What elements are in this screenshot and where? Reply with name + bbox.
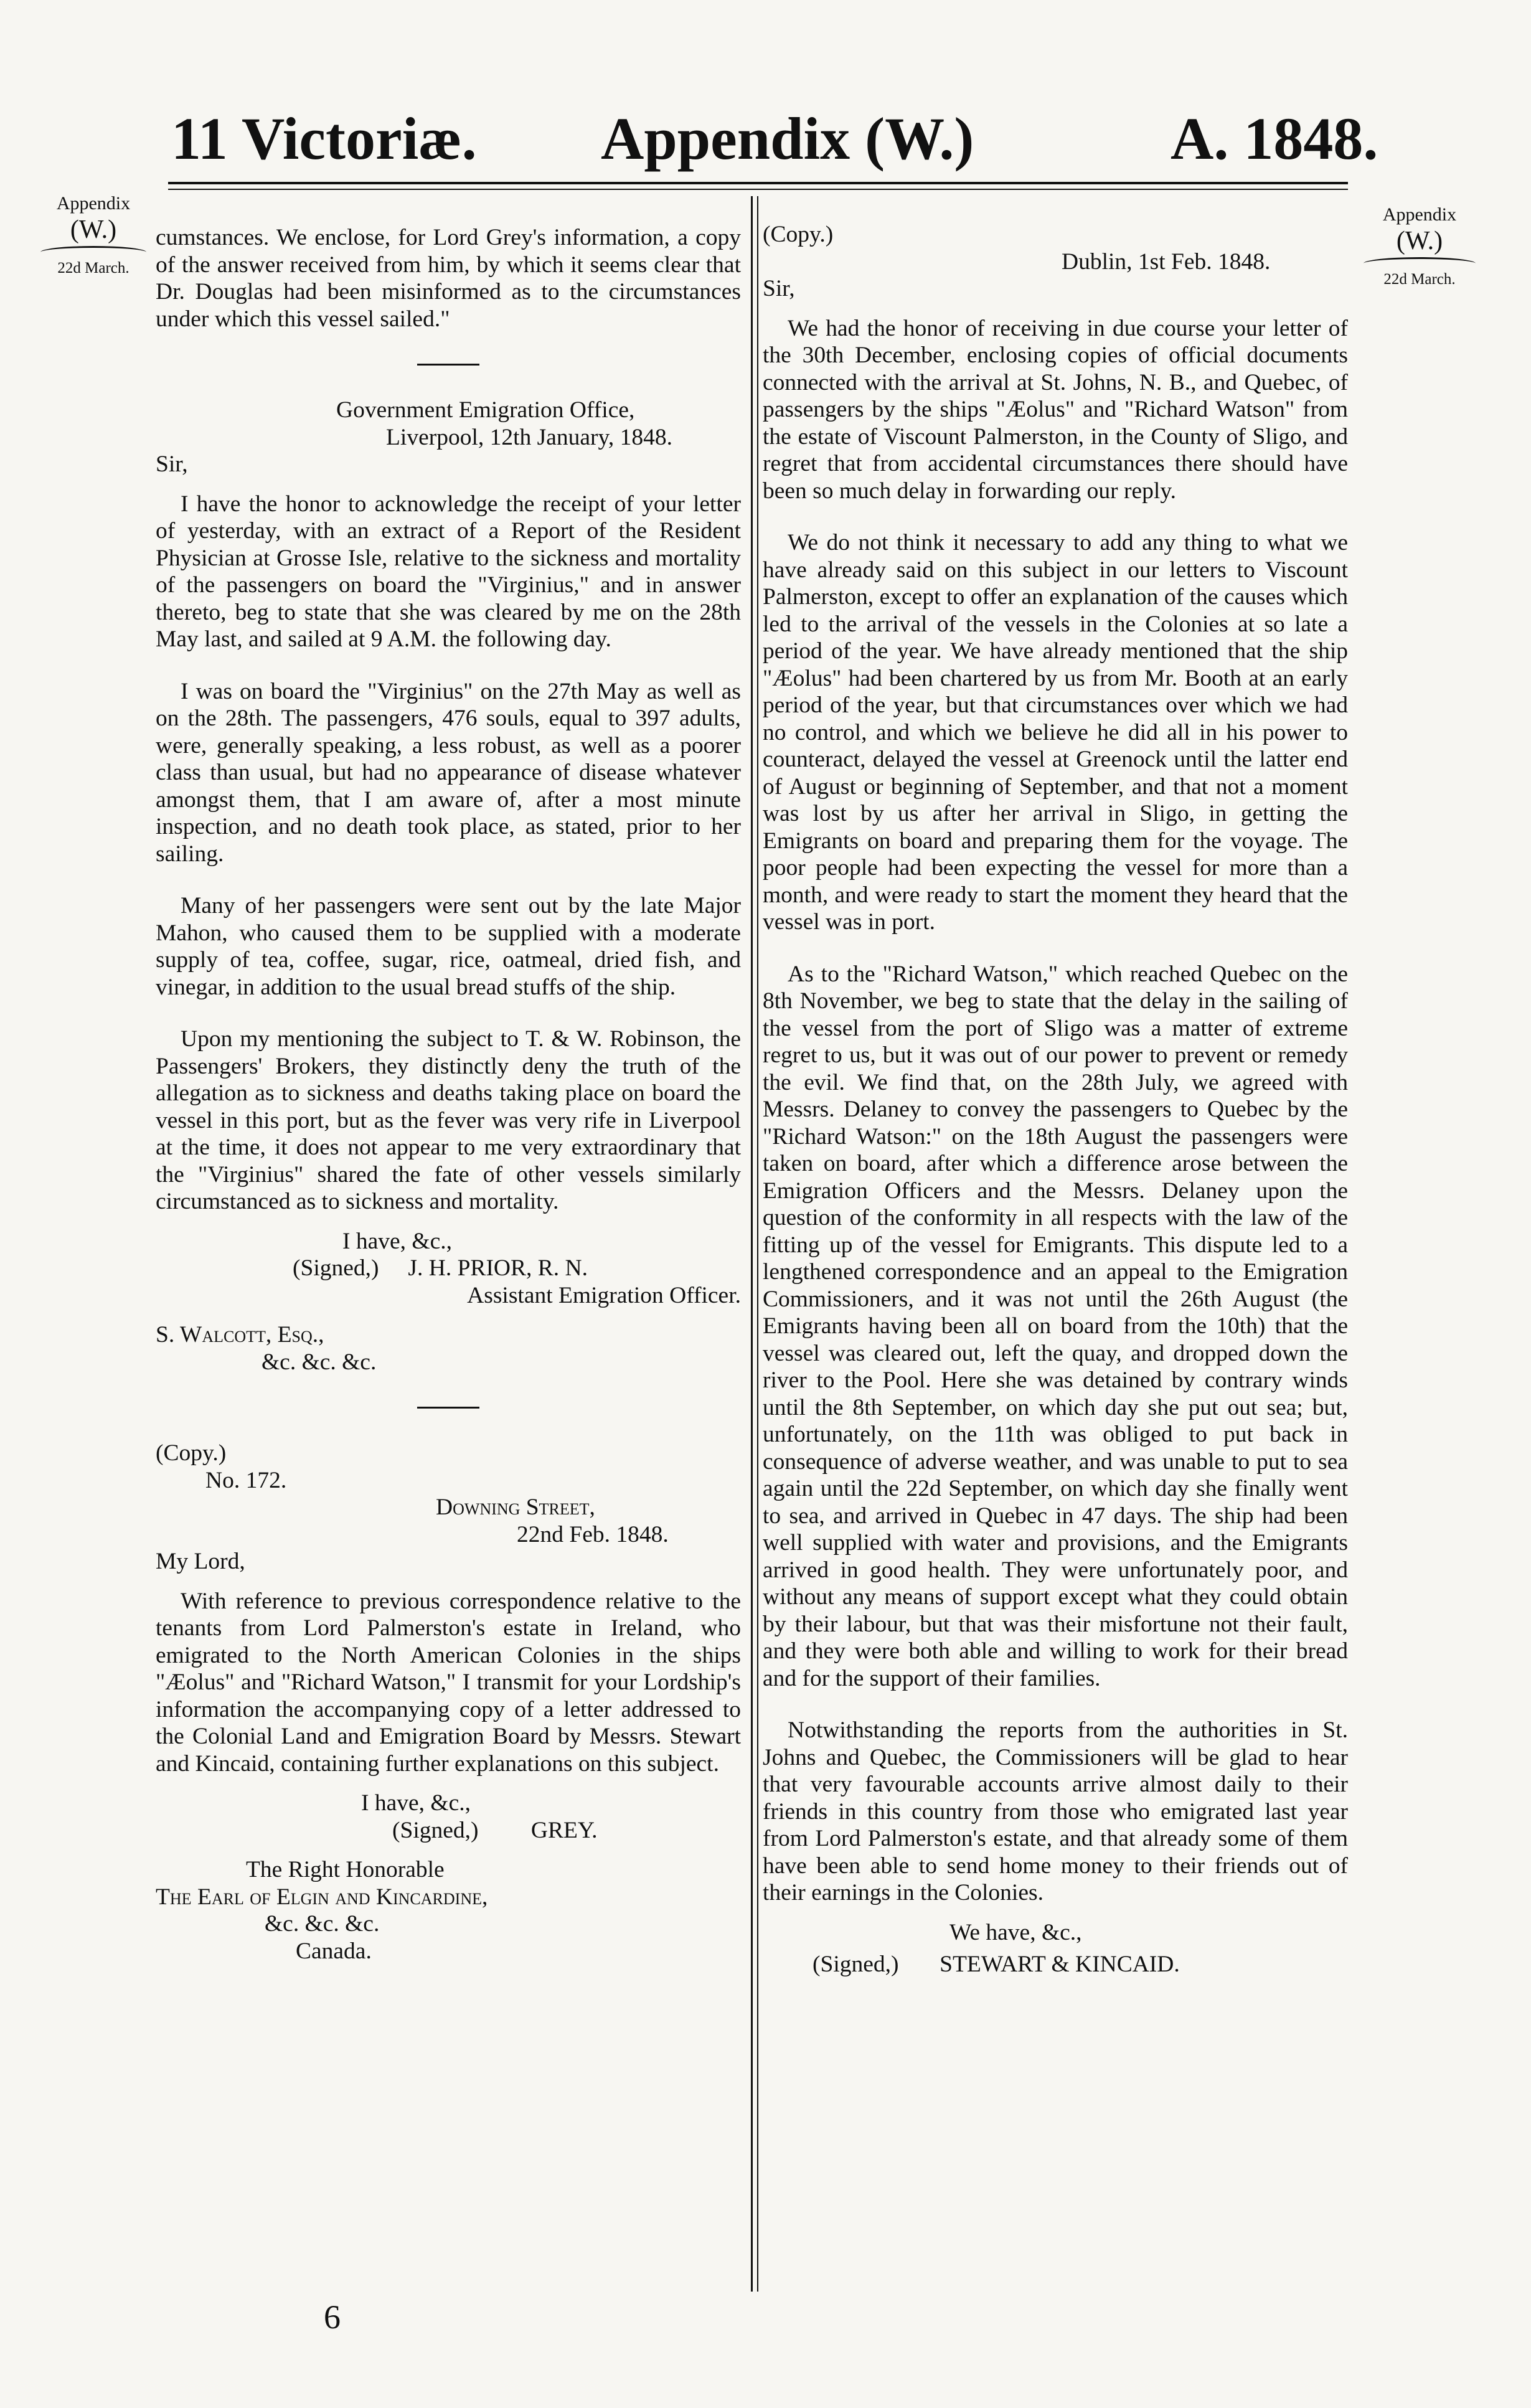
margin-brace xyxy=(40,246,146,258)
column-divider xyxy=(751,196,753,2292)
letter-number: No. 172. xyxy=(205,1467,287,1493)
letter-signature xyxy=(156,1255,741,1282)
signer-name: STEWART & KINCAID. xyxy=(940,1952,1180,1977)
margin-note-right xyxy=(1357,204,1482,289)
margin-brace xyxy=(1364,257,1476,270)
header-year: A. 1848. xyxy=(1171,105,1378,172)
letter-paragraph: We had the honor of receiving in due course your letter of the 30th December, enclosing copies of official documents connected with the arrival at St. Johns, N. B., and Quebec, of passengers by the ships "Æolus" and "Richard Watson" from the estate of Viscount Palmerston, in the County of Sligo, and regret that from accidental circumstances there should have been so much delay in forwarding our reply. xyxy=(763,315,1348,504)
letter-paragraph: Upon my mentioning the subject to T. & W. Robinson, the Passengers' Brokers, they distinctly deny the truth of the allegation as to sickness and deaths taking place on board the vessel in this port, but as the fever was very rife in Liverpool at the time, it does not appear to me very extraordinary that the "Virginius" shared the fate of other vessels similarly circumstanced as to sickness and mortality. xyxy=(156,1026,741,1214)
addressee-line: &c. &c. &c. xyxy=(265,1911,380,1937)
letter-paragraph: Notwithstanding the reports from the authorities in St. Johns and Quebec, the Commissioners will be glad to hear that very favourable accounts arrive almost daily to their friends in this country from those who emigrated last year from Lord Palmerston's estate, and that already some of them have been able to send home money to their friends out of their earnings in the Colonies. xyxy=(763,1717,1348,1905)
letter-paragraph: As to the "Richard Watson," which reached Quebec on the 8th November, we beg to state that the delay in the sailing of the vessel from the port of Sligo was a matter of extreme regret to us, but it was out of our power to prevent or remedy the evil. We find that, on the 28th July, we agreed with Messrs. Delaney to convey the passengers to Quebec by the "Richard Watson:" on the 18th August the passengers were taken on board, after which a difference arose between the Emigration Officers and the Messrs. Delaney upon the question of the conformity in all respects with the law of the fitting up of the vessel for Emigrants. This dispute led to a lengthened correspondence and an appeal to the Emigration Commissioners, and it was not until the 26th August (the Emigrants having been all on board from the 10th) that the vessel was cleared out, left the quay, and dropped down the river to the Pool. Here she was detained by contrary winds until the 8th September, on which day she put out sea; but, unfortunately, on the 11th was obliged to put back in consequence of adverse weather, and was unable to put to sea again until the 22d September, on which day she finally went to sea, and arrived in Quebec in 47 days. The ship had been well supplied with water and provisions, and the Emigrants arrived in good health. They were unfortunately poor, and without any means of support except what they could obtain by their labour, but that was their misfortune not their fault, and they were both able and willing to work for their bread and for the support of their families. xyxy=(763,961,1348,1691)
continued-paragraph: cumstances. We enclose, for Lord Grey's information, a copy of the answer received from him, by which it seems clear that Dr. Douglas had been misinformed as to the circumstances under which this vessel sailed." xyxy=(156,225,741,332)
letter-salutation: Sir, xyxy=(763,276,795,301)
right-column xyxy=(763,221,1348,1978)
copy-label: (Copy.) xyxy=(763,222,834,247)
copy-label: (Copy.) xyxy=(156,1440,227,1466)
margin-label: Appendix xyxy=(56,193,131,214)
margin-letter: (W.) xyxy=(1396,226,1443,255)
letter-paragraph: I was on board the "Virginius" on the 27th May as well as on the 28th. The passengers, 476 souls, equal to 397 adults, were, generally speaking, a less robust, as well as a poorer class than usual, but had no appearance of disease whatever amongst them, that I am aware of, after a most minute inspection, and no death took place, as stated, prior to her sailing. xyxy=(156,678,741,867)
letter-place-date: Liverpool, 12th January, 1848. xyxy=(386,424,672,450)
signed-label: (Signed,) xyxy=(813,1952,899,1977)
letter-addressee: S. Walcott, Esq., xyxy=(156,1322,324,1348)
letter-signature xyxy=(156,1817,741,1844)
signed-label: (Signed,) xyxy=(392,1817,479,1843)
letter-place-date: Dublin, 1st Feb. 1848. xyxy=(1062,248,1271,275)
left-column xyxy=(156,224,741,1965)
letter-paragraph: We do not think it necessary to add any thing to what we have already said on this subject in our letters to Viscount Palmerston, except to offer an explanation of the causes which led to the arrival of the vessels in the Colonies at so late a period of the year. We have already mentioned that the ship "Æolus" had been chartered by us from Mr. Booth at an early period of the year, but that circumstances over which we had no control, and which we believe he did all in his power to counteract, delayed the vessel at Greenock until the latter end of August or beginning of September, and that not a moment was lost by us after her arrival in Sligo, in getting the Emigrants on board and preparing them for the voyage. The poor people had been expecting the vessel for more than a month, and were ready to start the moment they heard that the vessel was in port. xyxy=(763,530,1348,935)
header-rule-thin xyxy=(168,189,1348,190)
letter-salutation: Sir, xyxy=(156,451,188,477)
addressee-line: The Earl of Elgin and Kincardine, xyxy=(156,1884,488,1910)
margin-date: 22d March. xyxy=(57,259,130,276)
margin-label: Appendix xyxy=(1382,204,1457,225)
letter-closing: I have, &c., xyxy=(361,1790,471,1816)
header-rule-thick xyxy=(168,182,1348,184)
letter-office: Government Emigration Office, xyxy=(336,397,635,423)
section-rule xyxy=(417,1407,479,1409)
page-number: 6 xyxy=(324,2298,341,2336)
letter-signature xyxy=(763,1951,1348,1978)
letter-salutation: My Lord, xyxy=(156,1549,245,1574)
header-session: 11 Victoriæ. xyxy=(171,105,477,172)
letter-paragraph: With reference to previous correspondence relative to the tenants from Lord Palmerston's estate in Ireland, who emigrated to the North American Colonies in the ships "Æolus" and "Richard Watson," I transmit for your Lordship's information the accompanying copy of a letter addressed to the Colonial Land and Emigration Board by Messrs. Stewart and Kincaid, containing further explanations on this subject. xyxy=(156,1588,741,1777)
running-header xyxy=(0,87,1531,172)
column-divider-inner xyxy=(757,196,758,2292)
section-rule xyxy=(417,364,479,366)
addressee-line: The Right Honorable xyxy=(246,1857,445,1882)
addressee-etc: &c. &c. &c. xyxy=(261,1349,377,1375)
signer-title: Assistant Emigration Officer. xyxy=(467,1282,741,1308)
header-appendix: Appendix (W.) xyxy=(601,105,974,172)
letter-closing: I have, &c., xyxy=(342,1228,452,1254)
margin-letter: (W.) xyxy=(70,215,117,244)
letter-paragraph: I have the honor to acknowledge the receipt of your letter of yesterday, with an extract of a Report of the Resident Physician at Grosse Isle, relative to the sickness and mortality of the passengers on board the "Virginius," and in answer thereto, beg to state that she was cleared by me on the 28th May last, and sailed at 9 A.M. the following day. xyxy=(156,491,741,652)
signer-name: J. H. PRIOR, R. N. xyxy=(408,1255,588,1281)
margin-date: 22d March. xyxy=(1383,270,1456,288)
letter-paragraph: Many of her passengers were sent out by the late Major Mahon, who caused them to be supplied with a moderate supply of tea, coffee, sugar, rice, oatmeal, dried fish, and vinegar, in addition to the usual bread stuffs of the ship. xyxy=(156,893,741,1000)
letter-address: Downing Street, xyxy=(436,1494,595,1520)
margin-note-left xyxy=(34,193,153,278)
prior-letter xyxy=(156,397,741,1376)
signer-name: GREY. xyxy=(530,1817,598,1843)
letter-date: 22nd Feb. 1848. xyxy=(517,1521,669,1547)
letter-closing: We have, &c., xyxy=(949,1919,1082,1945)
signed-label: (Signed,) xyxy=(293,1255,379,1281)
grey-letter xyxy=(156,1440,741,1965)
addressee-line: Canada. xyxy=(296,1938,372,1964)
